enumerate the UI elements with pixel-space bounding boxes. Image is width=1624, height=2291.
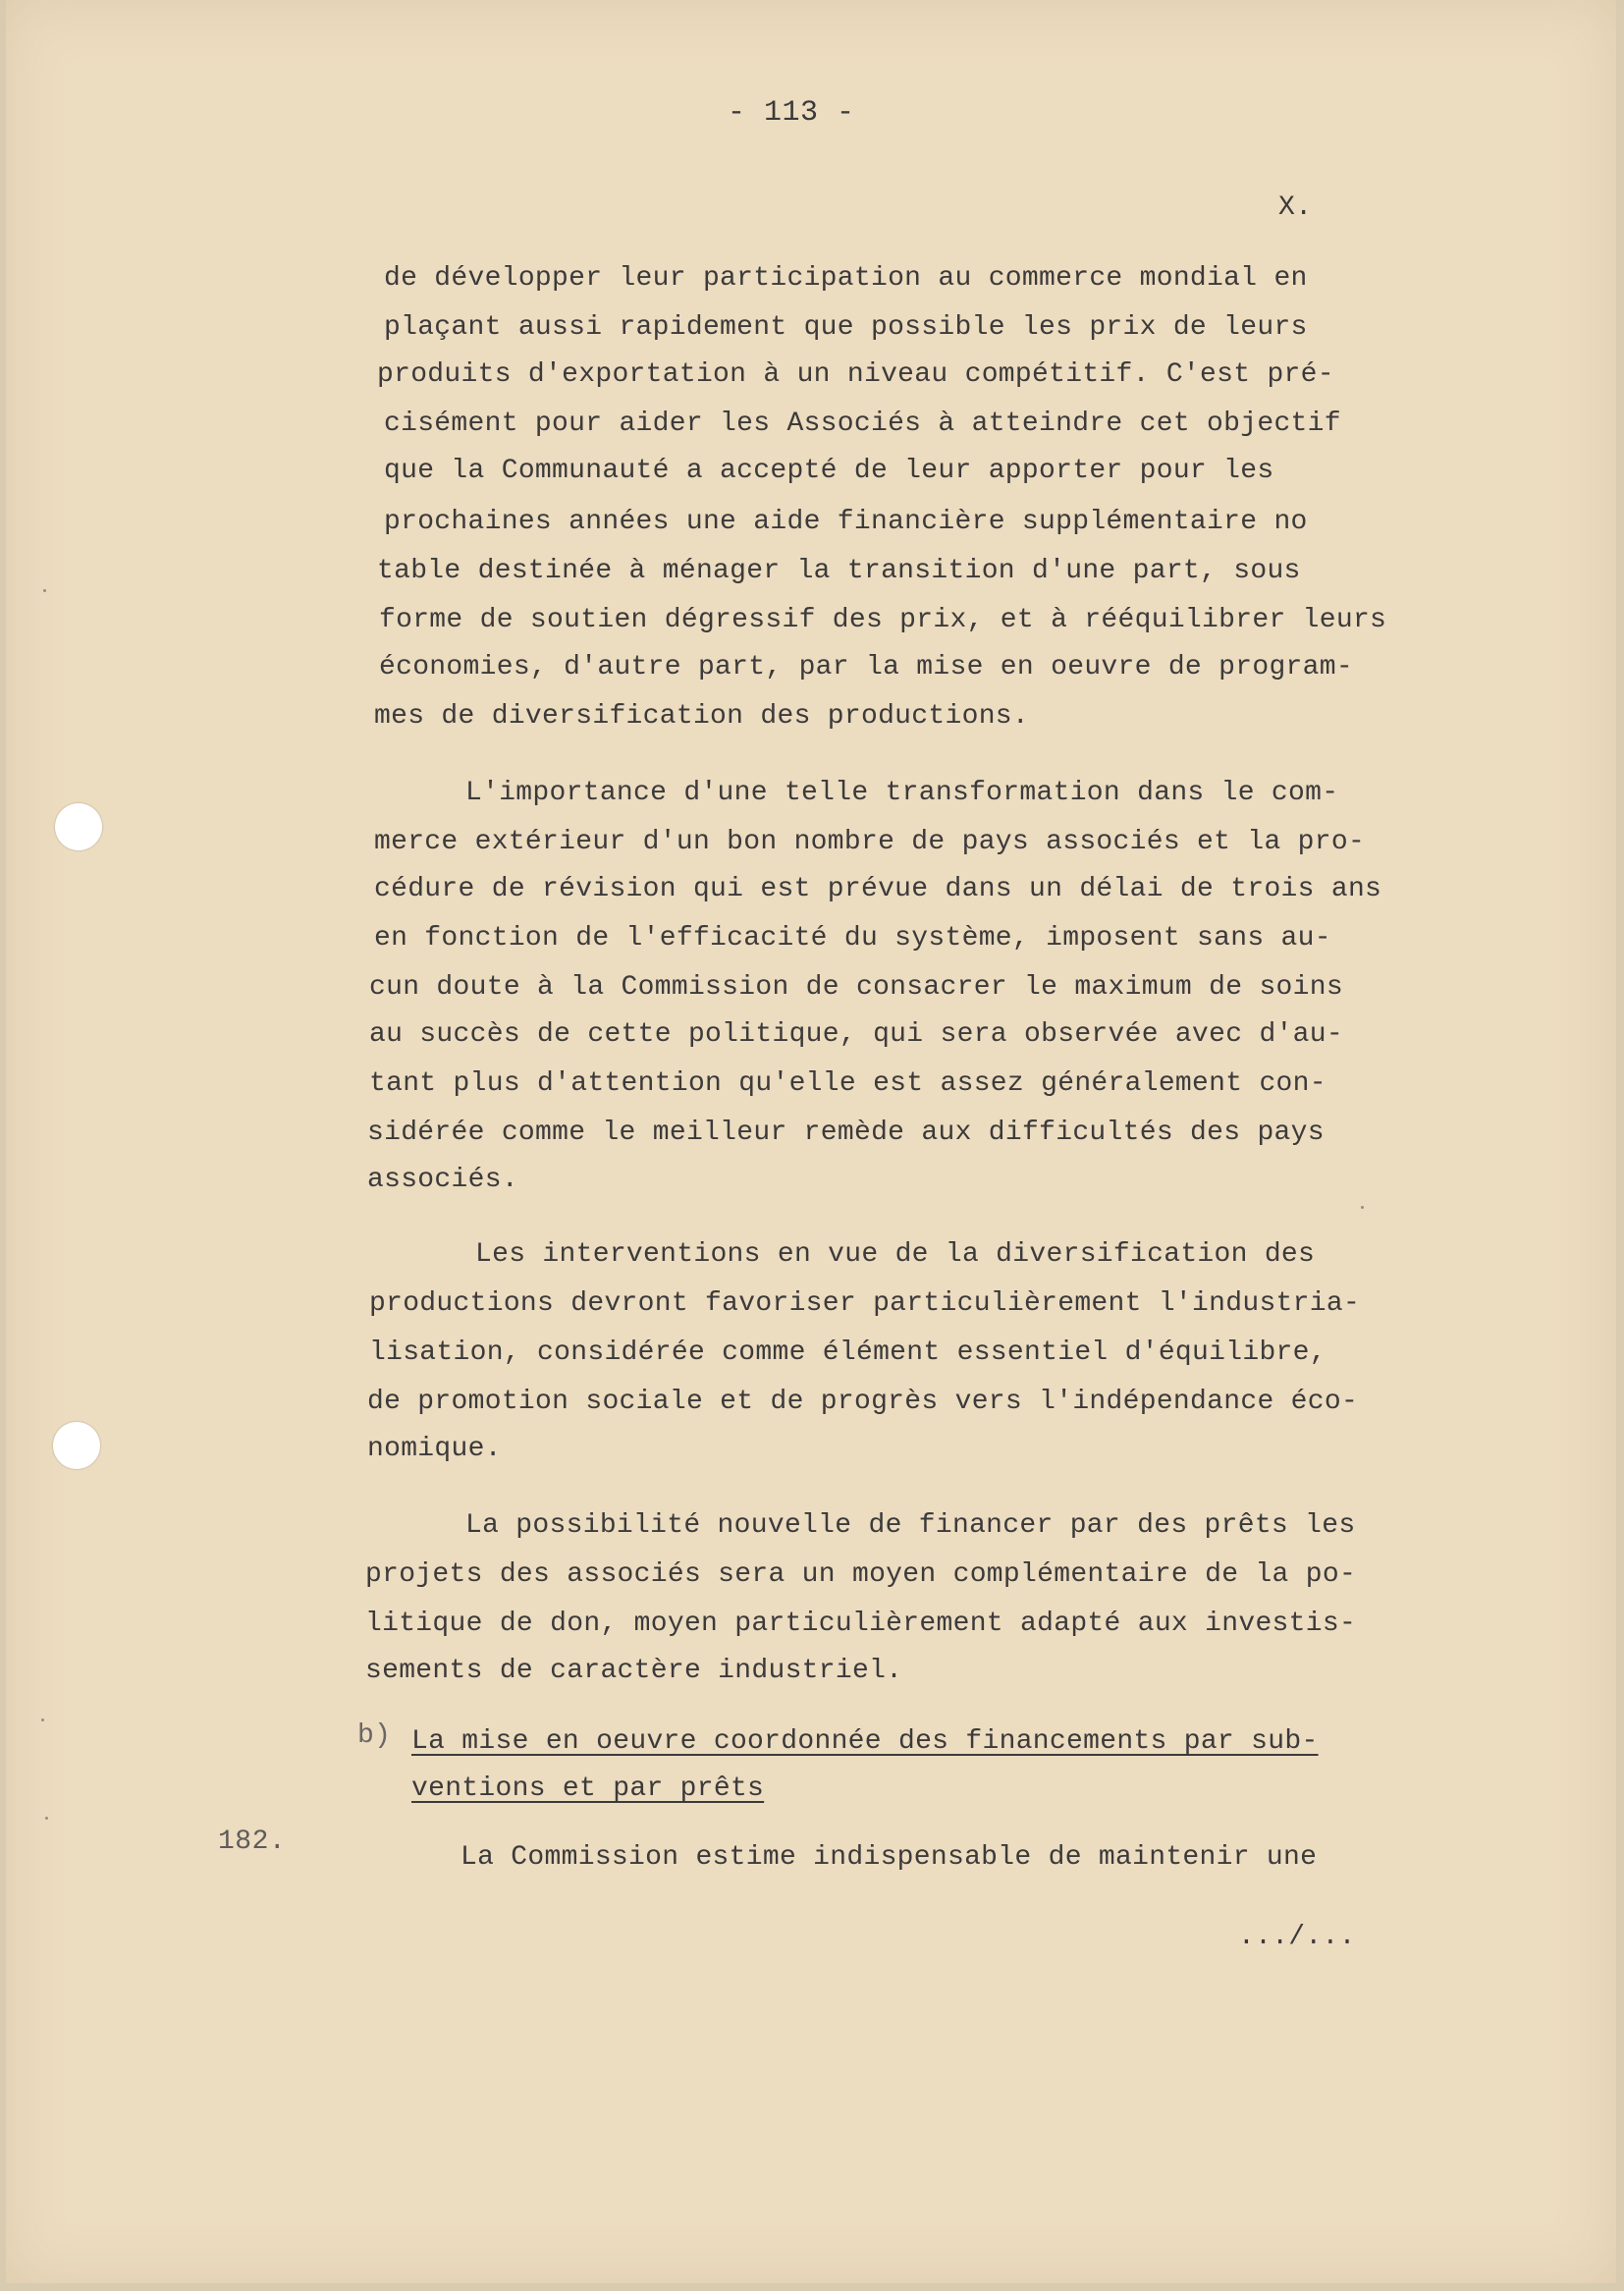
text-line: La possibilité nouvelle de financer par des prêts les (465, 1510, 1356, 1541)
section-heading-line-1: La mise en oeuvre coordonnée des financements par sub- (411, 1726, 1319, 1757)
text-line: sements de caractère industriel. (365, 1656, 903, 1686)
text-line: mes de diversification des productions. (374, 701, 1030, 732)
text-line: cun doute à la Commission de consacrer le maximum de soins (369, 972, 1343, 1003)
paper-speck (45, 1817, 48, 1820)
paper-speck (41, 1718, 44, 1721)
text-line: de développer leur participation au commerce mondial en (384, 263, 1308, 294)
text-line: forme de soutien dégressif des prix, et à rééquilibrer leurs (379, 605, 1387, 635)
text-line: L'importance d'une telle transformation dans le com- (465, 778, 1339, 808)
text-line: table destinée à ménager la transition d'une part, sous (377, 556, 1301, 586)
paper-speck (43, 589, 46, 592)
text-line: au succès de cette politique, qui sera observée avec d'au- (369, 1019, 1343, 1050)
text-line: cisément pour aider les Associés à atteindre cet objectif (384, 409, 1341, 439)
text-line: prochaines années une aide financière supplémentaire no (384, 507, 1308, 537)
section-heading-line-2: ventions et par prêts (411, 1773, 765, 1804)
closing-line: La Commission estime indispensable de maintenir une (460, 1842, 1318, 1873)
text-line: tant plus d'attention qu'elle est assez généralement con- (369, 1068, 1326, 1099)
text-line: économies, d'autre part, par la mise en oeuvre de program- (379, 652, 1353, 682)
paper-speck (1361, 1206, 1364, 1209)
text-line: en fonction de l'efficacité du système, imposent sans au- (374, 923, 1331, 954)
text-line: Les interventions en vue de la diversification des (475, 1239, 1316, 1270)
text-line: de promotion sociale et de progrès vers l'indépendance éco- (367, 1387, 1359, 1417)
text-line: associés. (367, 1165, 518, 1195)
punch-hole-top (55, 803, 102, 850)
text-line: nomique. (367, 1434, 502, 1464)
text-line: merce extérieur d'un bon nombre de pays associés et la pro- (374, 827, 1366, 857)
text-line: productions devront favoriser particulièrement l'industria- (369, 1288, 1361, 1319)
text-line: cédure de révision qui est prévue dans un délai de trois ans (374, 874, 1382, 904)
text-line: que la Communauté a accepté de leur apporter pour les (384, 456, 1274, 486)
text-line: produits d'exportation à un niveau compétitif. C'est pré- (377, 359, 1334, 390)
margin-number: 182. (218, 1827, 287, 1857)
text-line: litique de don, moyen particulièrement adapté aux investis- (365, 1609, 1357, 1639)
text-line: sidérée comme le meilleur remède aux difficultés des pays (367, 1118, 1325, 1148)
text-line: projets des associés sera un moyen complémentaire de la po- (365, 1559, 1357, 1590)
text-line: lisation, considérée comme élément essentiel d'équilibre, (369, 1337, 1326, 1368)
page-number: - 113 - (728, 96, 855, 130)
section-letter: b) (357, 1720, 392, 1751)
punch-hole-bottom (53, 1422, 100, 1469)
page-mark: X. (1278, 192, 1313, 223)
continuation-mark: .../... (1238, 1922, 1356, 1952)
text-line: plaçant aussi rapidement que possible les prix de leurs (384, 312, 1308, 343)
document-page (6, 0, 1616, 2283)
